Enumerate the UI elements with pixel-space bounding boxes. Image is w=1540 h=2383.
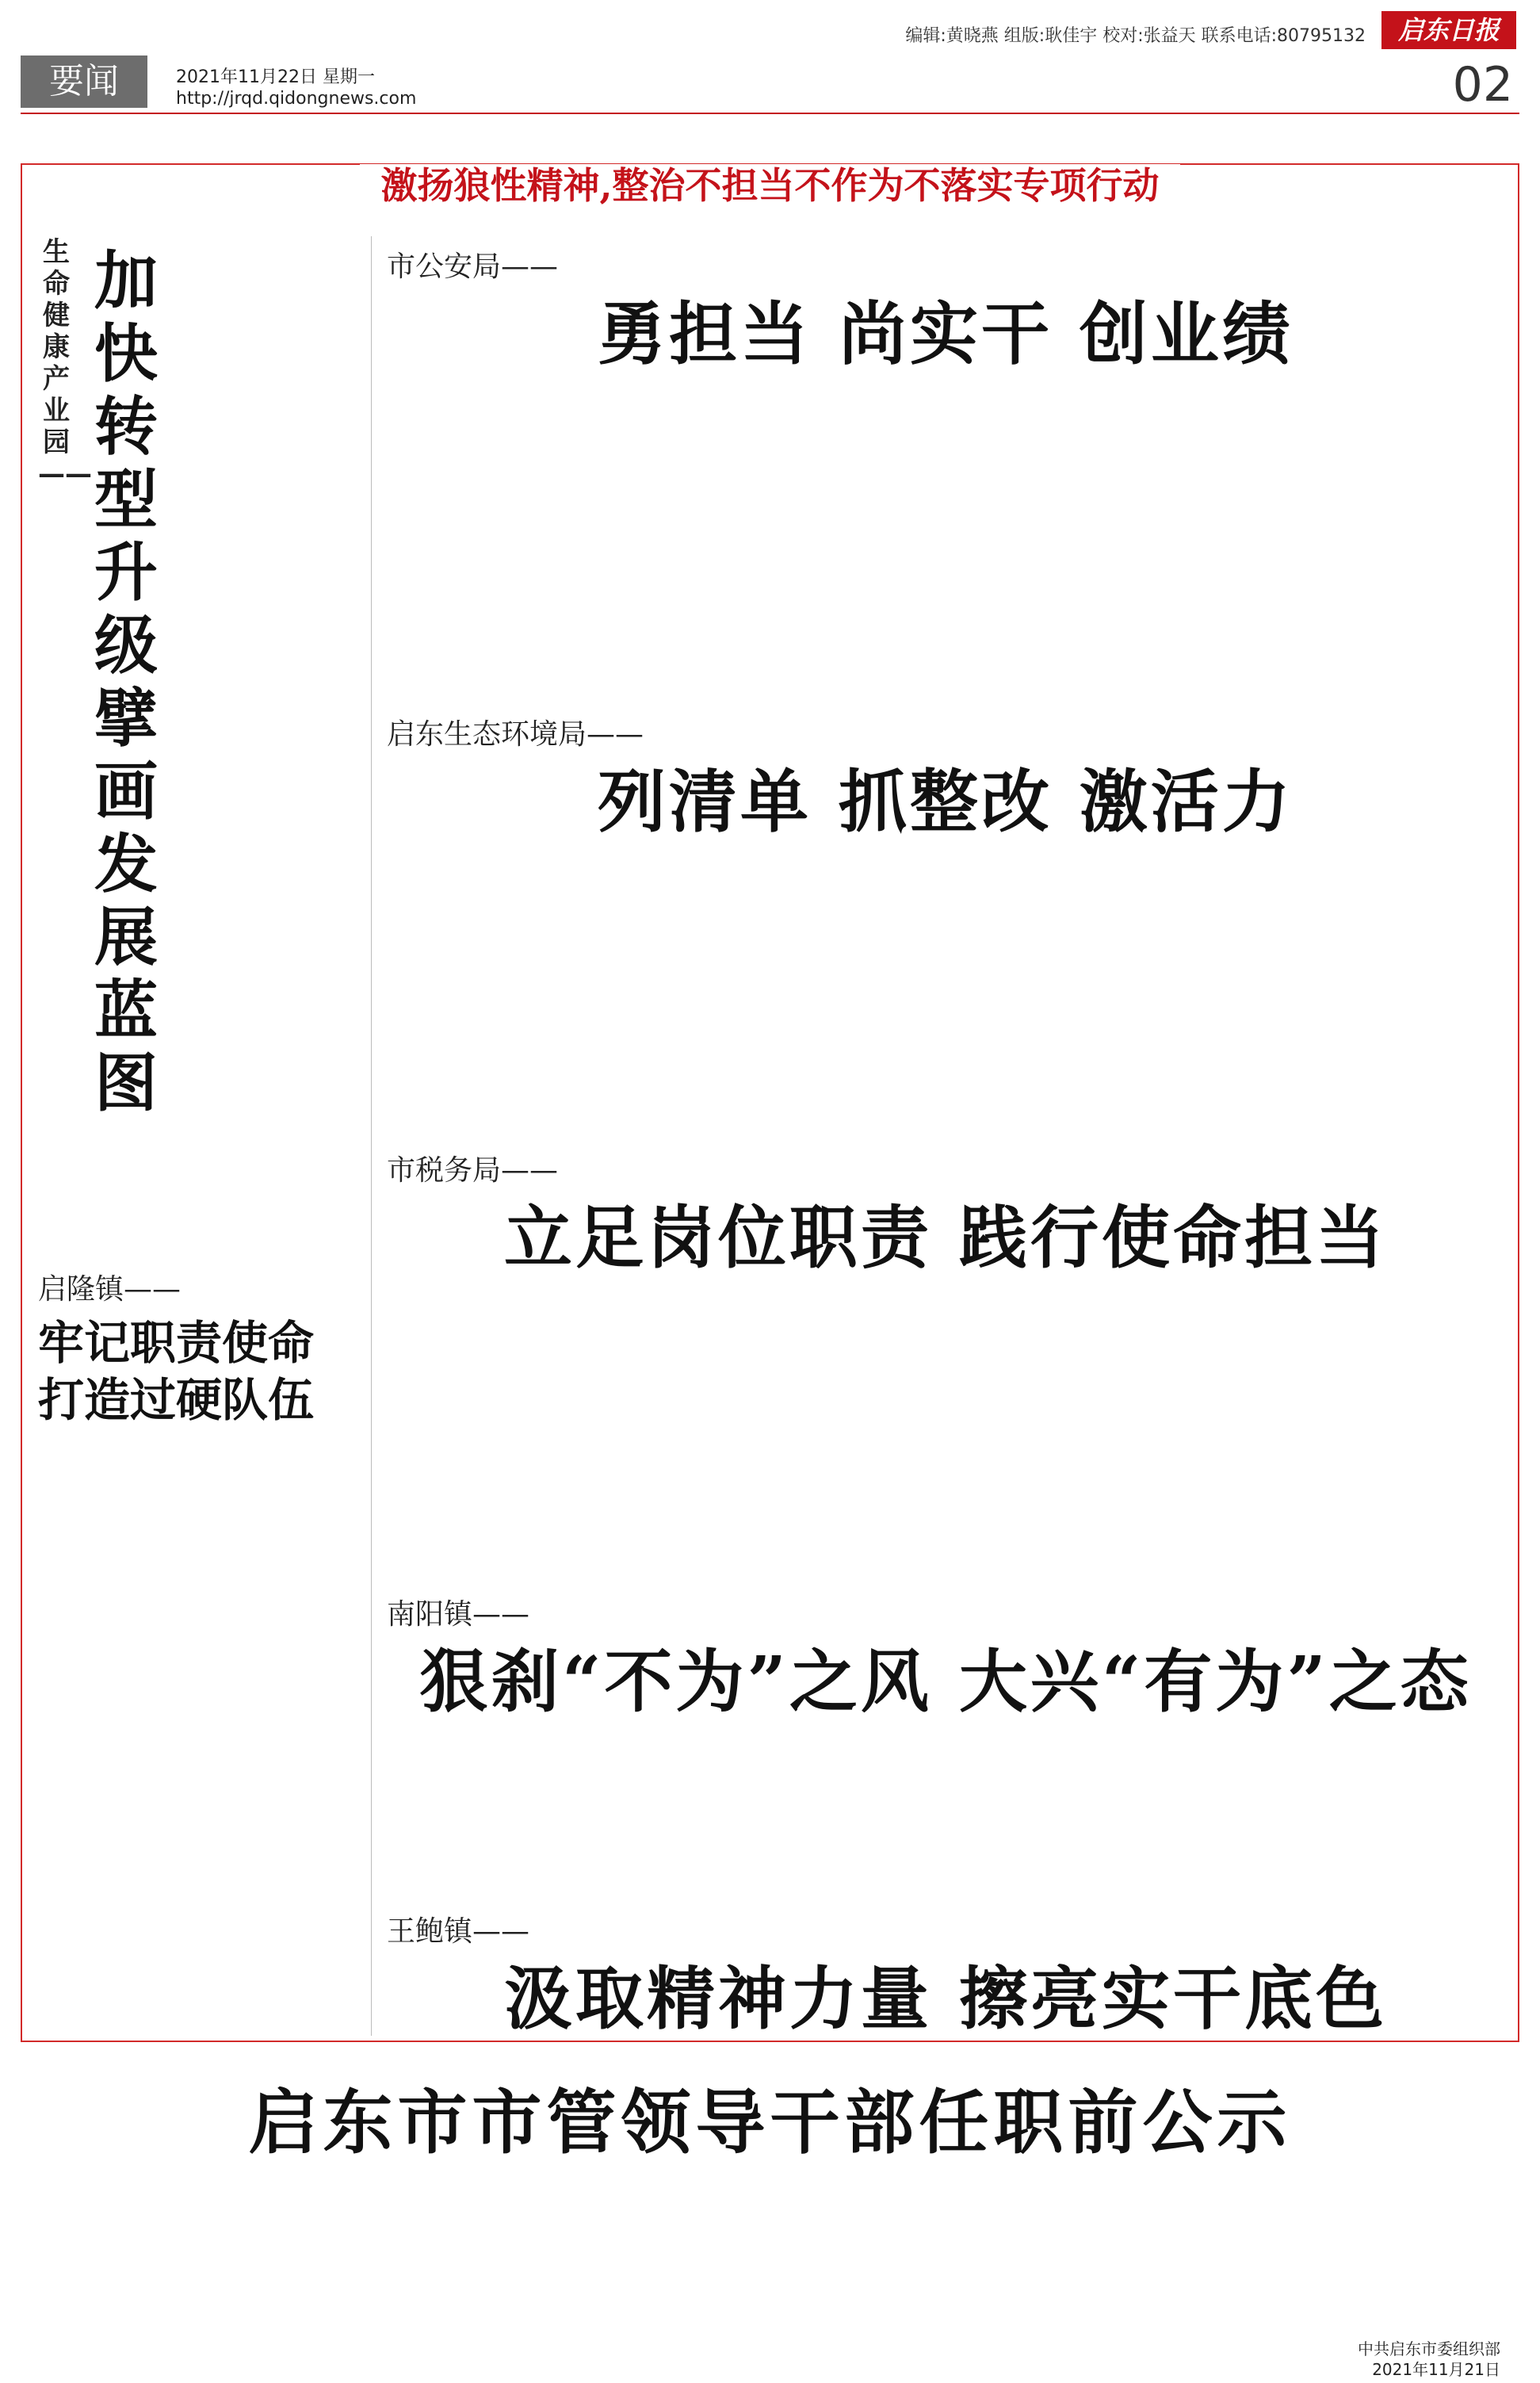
editor-credits: 编辑:黄晓燕 组版:耿佳宇 校对:张益天 联系电话:80795132 (905, 26, 1366, 46)
story-columns (387, 371, 1504, 672)
notice-columns (21, 2163, 1519, 2353)
feature-banner-text: 激扬狼性精神,整治不担当不作为不落实专项行动 (360, 164, 1179, 207)
left-feature-title: 加快转型升级 擘画发展蓝图 (94, 243, 158, 1120)
feature-banner (22, 157, 1518, 209)
signoff-org: 中共启东市委组织部 (1358, 2339, 1500, 2358)
story-headline: 汲取精神力量 擦亮实干底色 (504, 1959, 1387, 2039)
story-kicker: 王鲍镇—— (387, 1915, 530, 1948)
masthead-rule (21, 113, 1519, 114)
left-sub-title: 牢记职责使命 打造过硬队伍 (38, 1316, 315, 1427)
story-kicker: 市公安局—— (387, 251, 559, 283)
signoff-date: 2021年11月21日 (1372, 2360, 1500, 2379)
story-headline: 勇担当 尚实干 创业绩 (598, 294, 1294, 374)
story-headline: 立足岗位职责 践行使命担当 (504, 1198, 1387, 1278)
story-kicker: 市税务局—— (387, 1154, 559, 1187)
story-nanyang (387, 1592, 1504, 1909)
newspaper-logo: 启东日报 (1381, 11, 1516, 49)
section-label: 要闻 (21, 55, 147, 108)
notice-signoff (1358, 2339, 1500, 2380)
story-ecology (387, 712, 1504, 1124)
story-columns (387, 1719, 1504, 1901)
left-feature-kicker: 生命健康产业园—— (38, 236, 92, 490)
story-police (387, 244, 1504, 688)
column-divider (371, 236, 372, 2036)
left-sub-body (38, 1449, 347, 2036)
story-tax (387, 1148, 1504, 1592)
masthead (0, 0, 1540, 119)
feature-frame (21, 163, 1519, 2042)
story-headline: 列清单 抓整改 激活力 (598, 762, 1294, 842)
left-sub-kicker: 启隆镇—— (38, 1273, 182, 1306)
notice-title: 启东市市管领导干部任职前公示 (248, 2081, 1292, 2163)
site-url[interactable]: http://jrqd.qidongnews.com (176, 89, 417, 109)
issue-date: 2021年11月22日 星期一 (176, 67, 375, 87)
page-number: 02 (1452, 57, 1513, 113)
story-columns (387, 1275, 1504, 1576)
left-feature-body (181, 244, 363, 1164)
story-headline: 狠刹“不为”之风 大兴“有为”之态 (419, 1642, 1472, 1722)
story-columns (387, 839, 1504, 1108)
story-wangbao (387, 1909, 1504, 2039)
story-kicker: 南阳镇—— (387, 1598, 530, 1631)
story-kicker: 启东生态环境局—— (387, 718, 644, 751)
